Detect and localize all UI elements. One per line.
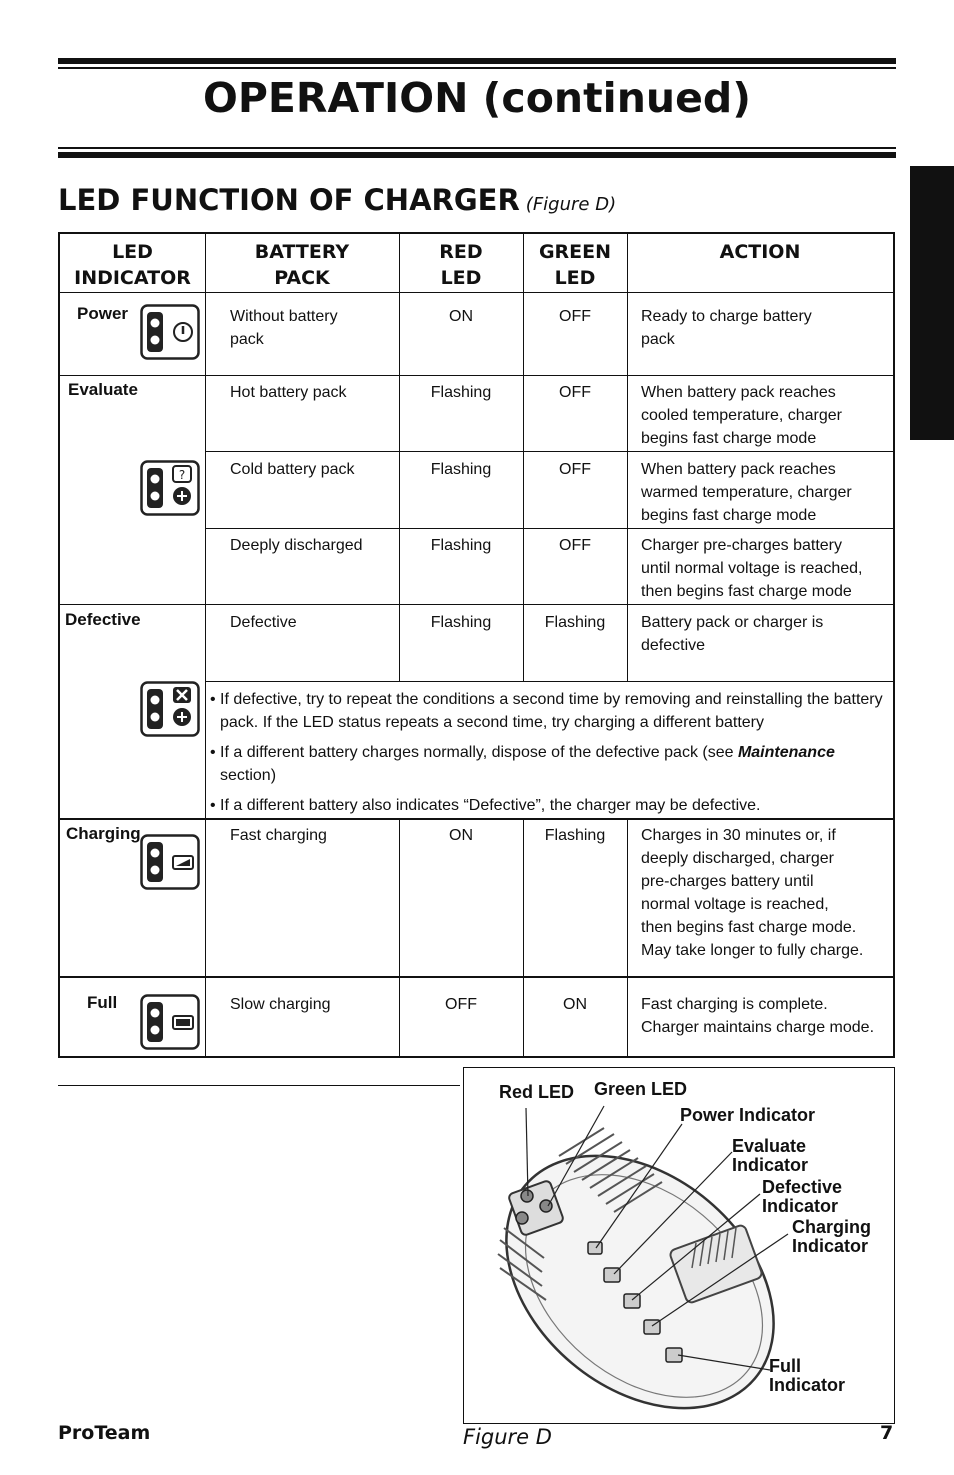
power-indicator-icon <box>140 304 200 360</box>
cell-action-full: Fast charging is complete. Charger maintains charge mode. <box>641 996 875 1036</box>
group-label-defective: Defective <box>65 610 141 629</box>
note-maintenance-ref: Maintenance <box>737 744 835 761</box>
cell-red-power: ON <box>449 308 473 325</box>
section-title <box>58 183 616 217</box>
cell-red-full: OFF <box>445 996 477 1013</box>
cell-pack-full: Slow charging <box>230 996 331 1013</box>
group-label-full: Full <box>87 993 118 1012</box>
label-power-indicator: Power Indicator <box>680 1105 816 1125</box>
section-tab <box>910 166 954 440</box>
svg-text:?: ? <box>178 468 186 482</box>
group-label-charging: Charging <box>66 824 141 843</box>
cell-action-power: Ready to charge battery pack <box>641 308 812 348</box>
cell-green-defective: Flashing <box>544 614 606 631</box>
header-red-led: RED LED <box>439 241 483 289</box>
group-label-evaluate: Evaluate <box>68 380 138 399</box>
header-rule-top-thick <box>58 58 896 64</box>
cell-action-charging: Charges in 30 minutes or, if deeply discharged, charger pre-charges battery until normal voltage is reached, then begins fast charge mode. May take longer to fully charge. <box>641 827 864 959</box>
col-divider-4-lower <box>627 820 628 1056</box>
header-action: ACTION <box>719 241 801 263</box>
label-charging-indicator: Charging Indicator <box>792 1217 871 1256</box>
row-divider-evaluate <box>60 604 893 605</box>
col-divider-4-upper <box>627 234 628 682</box>
cell-green-cold: OFF <box>559 461 591 478</box>
footer-separator <box>58 1085 460 1086</box>
row-divider-power <box>60 375 893 376</box>
header-led-indicator: LED INDICATOR <box>74 241 191 289</box>
cell-red-cold: Flashing <box>430 461 492 478</box>
cell-pack-hot: Hot battery pack <box>230 384 347 401</box>
cell-green-deep: OFF <box>559 537 591 554</box>
note-dispose-text: • If a different battery charges normally, dispose of the defective pack (see <box>210 744 738 761</box>
header-green-led: GREEN LED <box>538 241 612 289</box>
col-divider-2-lower <box>399 820 400 1056</box>
cell-pack-power: Without battery pack <box>230 308 338 348</box>
cell-pack-cold: Cold battery pack <box>230 461 355 478</box>
col-divider-1 <box>205 234 206 1056</box>
col-divider-3-lower <box>523 820 524 1056</box>
evaluate-indicator-icon <box>140 460 200 516</box>
label-evaluate-indicator: Evaluate Indicator <box>732 1136 809 1175</box>
page-title: OPERATION (continued) <box>202 74 751 122</box>
row-divider-charging <box>60 976 893 978</box>
cell-pack-deep: Deeply discharged <box>230 537 363 554</box>
footer-brand: ProTeam <box>58 1422 151 1444</box>
cell-pack-defective: Defective <box>230 614 297 631</box>
note-charger-defective: • If a different battery also indicates “Defective”, the charger may be defective. <box>210 797 761 814</box>
header-rule-bottom-thick <box>58 152 896 158</box>
cell-action-defective: Battery pack or charger is defective <box>641 614 824 654</box>
note-dispose <box>210 741 890 787</box>
defective-notes <box>210 688 890 817</box>
header-rule-bottom-thin <box>58 147 896 149</box>
cell-green-power: OFF <box>559 308 591 325</box>
figure-caption: Figure D <box>463 1425 552 1449</box>
row-divider-cold <box>205 528 893 529</box>
cell-action-cold: When battery pack reaches warmed temperature, charger begins fast charge mode <box>641 461 852 524</box>
note-retry: • If defective, try to repeat the conditions a second time by removing and reinstalling the battery pack. If the LED status repeats a second time, try charging a different battery <box>210 691 883 731</box>
row-divider-hot <box>205 451 893 452</box>
row-divider-defective <box>205 681 893 682</box>
note-dispose-tail: section) <box>220 767 277 784</box>
cell-red-deep: Flashing <box>430 537 492 554</box>
row-divider-header <box>60 292 893 293</box>
defective-indicator-icon <box>140 681 200 737</box>
cell-action-hot: When battery pack reaches cooled temperature, charger begins fast charge mode <box>641 384 842 447</box>
figure-d <box>463 1067 895 1424</box>
label-green-led: Green LED <box>594 1079 688 1099</box>
section-title-text: LED FUNCTION OF CHARGER <box>58 183 520 217</box>
row-divider-notes <box>60 818 893 820</box>
cell-red-defective: Flashing <box>430 614 492 631</box>
label-red-led: Red LED <box>499 1082 575 1102</box>
cell-red-charging: ON <box>449 827 473 844</box>
cell-action-deep: Charger pre-charges battery until normal voltage is reached, then begins fast charge mode <box>641 537 863 600</box>
cell-green-full: ON <box>563 996 587 1013</box>
cell-green-charging: Flashing <box>544 827 606 844</box>
led-function-table <box>58 232 895 1058</box>
full-indicator-icon <box>140 994 200 1050</box>
figure-reference: (Figure D) <box>525 194 617 215</box>
label-full-indicator: Full Indicator <box>769 1356 846 1395</box>
label-defective-indicator: Defective Indicator <box>762 1177 843 1216</box>
charging-indicator-icon <box>140 834 200 890</box>
cell-pack-charging: Fast charging <box>230 827 327 844</box>
header-rule-top-thin <box>58 67 896 69</box>
page-number: 7 <box>880 1422 894 1444</box>
group-label-power: Power <box>77 304 129 323</box>
cell-red-hot: Flashing <box>430 384 492 401</box>
cell-green-hot: OFF <box>559 384 591 401</box>
header-battery-pack: BATTERY PACK <box>254 241 350 289</box>
